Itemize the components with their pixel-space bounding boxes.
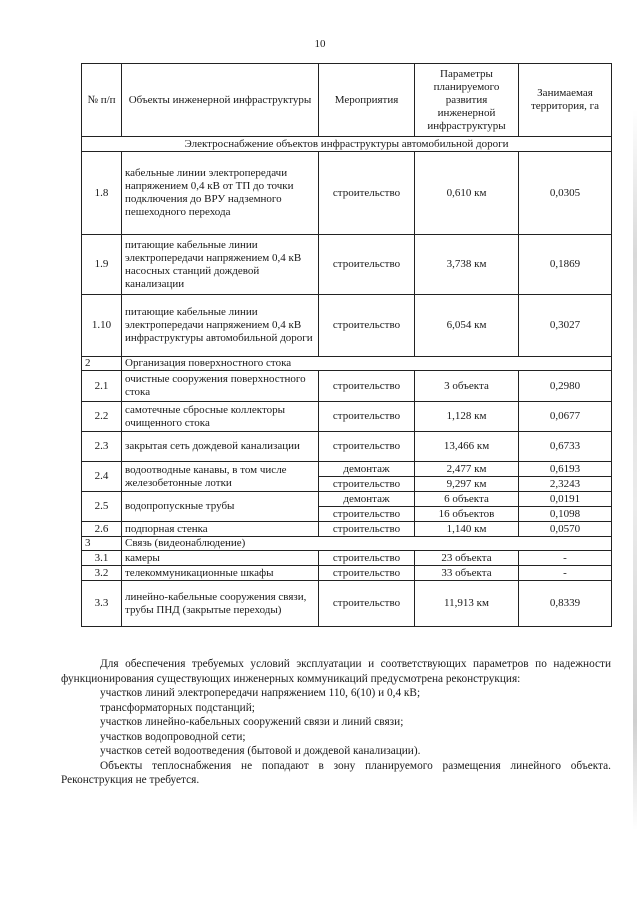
row-area: - (519, 566, 612, 581)
table-row (82, 522, 612, 537)
row-object: камеры (122, 551, 319, 566)
engineering-infrastructure-table (81, 63, 612, 627)
row-param: 9,297 км (415, 477, 519, 492)
header-measures: Мероприятия (319, 64, 415, 137)
list-item: трансформаторных подстанций; (100, 701, 255, 714)
list-item: участков водопроводной сети; (100, 730, 246, 743)
row-num: 2.6 (82, 522, 122, 537)
header-num: № п/п (82, 64, 122, 137)
section-title: Связь (видеонаблюдение) (122, 537, 612, 551)
header-params: Параметры планируемого развития инженерной инфраструктуры (415, 64, 519, 137)
row-area: 2,3243 (519, 477, 612, 492)
table-row (82, 295, 612, 357)
row-object: самотечные сбросные коллекторы очищенного стока (122, 402, 319, 432)
row-object: закрытая сеть дождевой канализации (122, 432, 319, 462)
section-row-communication (82, 537, 612, 551)
row-measure: демонтаж (319, 462, 415, 477)
row-num: 1.10 (82, 295, 122, 357)
section-num: 3 (82, 537, 122, 551)
row-num: 2.2 (82, 402, 122, 432)
row-area: 0,0570 (519, 522, 612, 537)
header-area: Занимаемая территория, га (519, 64, 612, 137)
row-area: 0,1098 (519, 507, 612, 522)
row-param: 33 объекта (415, 566, 519, 581)
row-measure: строительство (319, 522, 415, 537)
row-object: линейно-кабельные сооружения связи, трубы ПНД (закрытые переходы) (122, 581, 319, 627)
list-item: участков линий электропередачи напряжением 110, 6(10) и 0,4 кВ; (100, 687, 421, 699)
table-row (82, 492, 612, 507)
table-header-row (82, 64, 612, 137)
section-num: 2 (82, 357, 122, 371)
paragraph: Объекты теплоснабжения не попадают в зону планируемого размещения линейного объекта. Реконструкция не требуется. (61, 759, 611, 786)
row-num: 1.8 (82, 152, 122, 235)
row-param: 1,128 км (415, 402, 519, 432)
row-area: 0,2980 (519, 371, 612, 402)
row-num: 2.5 (82, 492, 122, 522)
section-title: Организация поверхностного стока (122, 357, 612, 371)
row-measure: строительство (319, 371, 415, 402)
table-row (82, 432, 612, 462)
table-row (82, 581, 612, 627)
row-measure: строительство (319, 235, 415, 295)
row-measure: строительство (319, 566, 415, 581)
row-param: 13,466 км (415, 432, 519, 462)
row-param: 6 объекта (415, 492, 519, 507)
row-num: 1.9 (82, 235, 122, 295)
row-param: 6,054 км (415, 295, 519, 357)
row-area: 0,3027 (519, 295, 612, 357)
row-param: 11,913 км (415, 581, 519, 627)
section-row-drainage (82, 357, 612, 371)
row-param: 3 объекта (415, 371, 519, 402)
row-measure: строительство (319, 152, 415, 235)
row-param: 23 объекта (415, 551, 519, 566)
row-area: 0,0677 (519, 402, 612, 432)
row-area: 0,0305 (519, 152, 612, 235)
header-objects: Объекты инженерной инфраструктуры (122, 64, 319, 137)
row-measure: строительство (319, 432, 415, 462)
row-object: очистные сооружения поверхностного стока (122, 371, 319, 402)
row-measure: строительство (319, 477, 415, 492)
row-num: 3.3 (82, 581, 122, 627)
row-area: 0,6193 (519, 462, 612, 477)
page-number: 10 (314, 38, 326, 50)
row-param: 16 объектов (415, 507, 519, 522)
row-measure: строительство (319, 507, 415, 522)
table-row (82, 235, 612, 295)
row-object: кабельные линии электропередачи напряжением 0,4 кВ от ТП до точки подключения до ВРУ надземного пешеходного перехода (122, 152, 319, 235)
row-num: 2.4 (82, 462, 122, 492)
row-measure: строительство (319, 581, 415, 627)
row-area: 0,6733 (519, 432, 612, 462)
row-param: 2,477 км (415, 462, 519, 477)
paragraph: Для обеспечения требуемых условий эксплуатации и соответствующих параметров по надежности функционирования существующих инженерных коммуникаций предусмотрена реконструкция: (61, 658, 611, 685)
row-object: питающие кабельные линии электропередачи напряжением 0,4 кВ инфраструктуры автомобильной дороги (122, 295, 319, 357)
body-text (61, 657, 611, 788)
table-row (82, 152, 612, 235)
row-area: 0,0191 (519, 492, 612, 507)
row-object: телекоммуникационные шкафы (122, 566, 319, 581)
row-param: 3,738 км (415, 235, 519, 295)
row-area: 0,8339 (519, 581, 612, 627)
section-row-power (82, 137, 612, 152)
row-object: водопропускные трубы (122, 492, 319, 522)
scan-edge-shadow (633, 110, 637, 830)
row-num: 2.1 (82, 371, 122, 402)
row-num: 2.3 (82, 432, 122, 462)
table-row (82, 566, 612, 581)
list-item: участков сетей водоотведения (бытовой и дождевой канализации). (100, 745, 421, 757)
row-num: 3.2 (82, 566, 122, 581)
row-measure: строительство (319, 402, 415, 432)
row-object: питающие кабельные линии электропередачи напряжением 0,4 кВ насосных станций дождевой канализации (122, 235, 319, 295)
row-object: подпорная стенка (122, 522, 319, 537)
row-area: 0,1869 (519, 235, 612, 295)
row-object: водоотводные канавы, в том числе железобетонные лотки (122, 462, 319, 492)
row-measure: демонтаж (319, 492, 415, 507)
table-row (82, 402, 612, 432)
row-param: 1,140 км (415, 522, 519, 537)
table-row (82, 462, 612, 477)
row-measure: строительство (319, 551, 415, 566)
table-row (82, 371, 612, 402)
row-param: 0,610 км (415, 152, 519, 235)
row-num: 3.1 (82, 551, 122, 566)
section-title: Электроснабжение объектов инфраструктуры автомобильной дороги (82, 137, 612, 152)
row-measure: строительство (319, 295, 415, 357)
row-area: - (519, 551, 612, 566)
list-item: участков линейно-кабельных сооружений связи и линий связи; (100, 716, 404, 728)
table-row (82, 551, 612, 566)
